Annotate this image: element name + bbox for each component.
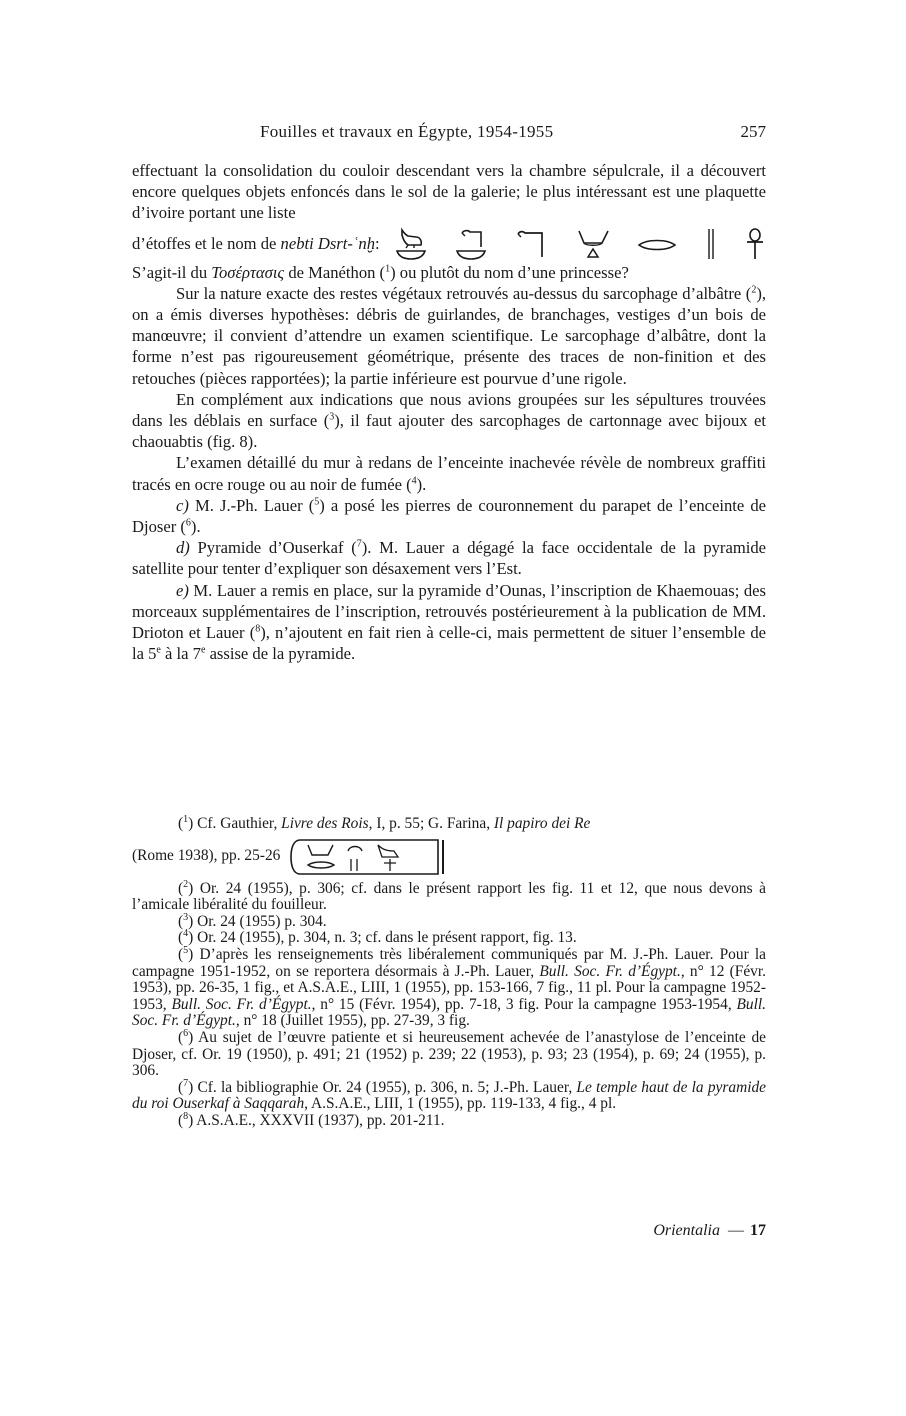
text-span: , n° 15 (Févr. 1954), pp. 7-18, 3 fig. Pour la campagne 1953-1954, [311,995,737,1013]
footnote-ref-8[interactable]: 8 [255,623,261,635]
italic-title: Bull. Soc. Fr. d’Égypt. [132,995,766,1030]
text-span: A.S.A.E., XXXVII (1937), pp. 201-211. [193,1111,445,1129]
text-span: S’agit-il du [132,262,212,282]
footnote-number: 5 [183,944,189,956]
text-span: Or. 24 (1955) p. 304. [193,912,327,930]
footnote-number: 8 [183,1110,189,1122]
footnote-number: 7 [183,1077,189,1089]
footnote-number: 6 [183,1027,189,1039]
text-span: ), n’ajoutent en fait rien à celle-ci, mais permettent de situer l’ensemble de la 5 [132,623,766,664]
paragraph-1-text: effectuant la consolidation du couloir descendant vers la chambre sépulcrale, il a découvert encore quelques objets enfoncés dans le sol de la galerie; le plus intéressant est une plaquette d’ivoire portant une liste [132,161,766,223]
italic-title: Livre des Rois [281,815,369,832]
text-span: Or. 24 (1955), p. 304, n. 3; cf. dans le présent rapport, fig. 13. [193,929,577,947]
reed-hieroglyph-icon [704,227,718,261]
paragraph-1-continued [132,262,766,283]
greek-name: Τοσέρτασις [211,262,285,282]
footnote-ref-3[interactable]: 3 [329,411,335,423]
text-span: assise de la pyramide. [205,644,356,664]
footer-dash: — [728,1222,744,1239]
running-title: Fouilles et travaux en Égypte, 1954-1955 [260,122,554,141]
footnote-4: ($^4$) Or. 24 (1955), p. 304, n. 3; cf. dans le présent rapport, fig. 13. [178,928,577,947]
text-span: M. J.-Ph. Lauer ( [188,495,315,515]
hieroglyph-line-text [132,233,380,254]
text-span: de Manéthon ( [284,262,386,282]
colon: : [375,234,380,253]
footnote-8: ($^8$) A.S.A.E., XXXVII (1937), pp. 201-211. [178,1110,445,1129]
italic-title: Il papiro dei Re [493,815,591,832]
running-header [132,122,766,144]
footnote-1: ($^1$) Cf. Gauthier, Livre des Rois, I, p. 55; G. Farina, Il papiro dei Re [178,813,591,832]
footnote-7: ($^7$) Cf. la bibliographie Or. 24 (1955), p. 306, n. 5; J.-Ph. Lauer, Le temple haut de la pyramide du roi Ouserkaf à Saqqarah, A.S.A.E., LIII, 1 (1955), pp. 119-133, 4 fig., 4 pl. [132,1077,766,1113]
text-span: ), il faut ajouter des sarcophages de cartonnage avec bijoux et chaouabtis (fig. 8). [132,411,766,452]
paragraph-2 [132,283,766,389]
water-pot-hieroglyph-icon [575,227,611,261]
footnotes [132,813,766,1130]
footnote-number: 4 [183,928,189,940]
page-number: 257 [740,122,766,141]
hieroglyph-group [394,227,766,261]
journal-name: Orientalia [653,1222,720,1239]
text-span: En complément aux indications que nous avions groupées sur les sépultures trouvées dans les déblais en surface ( [132,389,766,431]
item-label-c: c) [176,495,189,515]
footnote-ref-6[interactable]: 6 [185,517,191,529]
footnote-number: 1 [183,813,189,825]
page-footer [132,1222,766,1244]
text-span: D’après les renseignements très libéralement communiqués par M. J.-Ph. Lauer. Pour la campagne 1951-1952, on se reportera désormais à J.-Ph. Lauer, [132,945,766,980]
royal-name: nebti Dsrt-ʿnḫ [280,234,376,253]
text-span: Au sujet de l’œuvre patiente et si heureusement achevée de l’anastylose de l’enceinte de Djoser, cf. Or. 19 (1950), p. 491; 21 (1952) p. 239; 22 (1953), p. 93; 23 (1954), p. 69; 24 (1955), p. 306. [132,1028,766,1080]
text-span: ). [190,517,201,537]
footnote-ref-2[interactable]: 2 [751,284,757,296]
text-span: ) a posé les pierres de couronnement du parapet de l’enceinte de Djoser ( [132,495,766,537]
paragraph-1 [132,160,766,224]
italic-title: Bull. Soc. Fr. d’Égypt. [539,962,681,980]
vulture-basket-hieroglyph-icon [394,227,428,261]
item-label-d: d) [176,538,190,558]
text-span: L’examen détaillé du mur à redans de l’enceinte inachevée révèle de nombreux graffiti tracés en ocre rouge ou au noir de fumée ( [132,453,766,494]
item-label-e: e) [176,580,189,600]
hieroglyph-line-lead: d’étoffes et le nom de [132,234,281,253]
footnote-number: 3 [183,911,189,923]
italic-title: Le temple haut de la pyramide du roi Ouserkaf à Saqqarah [132,1078,766,1113]
text-span: M. Lauer a remis en place, sur la pyramide d’Ounas, l’inscription de Khaemouas; des morceaux supplémentaires de l’inscription, retrouvés postérieurement à la publication de MM. Drioton et Lauer ( [132,580,766,643]
text-span: à la 7 [160,644,201,664]
footnote-5: ($^5$) D’après les renseignements très libéralement communiqués par M. J.-Ph. Lauer. Pour la campagne 1951-1952, on se reportera désormais à J.-Ph. Lauer, Bull. Soc. Fr. d’Égypt., n° 12 (Févr. 1953), pp. 26-35, 1 fig., et A.S.A.E., LIII, 1 (1955), pp. 153-166, 7 fig., 11 pl. Pour la campagne 1952-1953, Bull. Soc. Fr. d’Égypt., n° 15 (Févr. 1954), pp. 7-18, 3 fig. Pour la campagne 1953-1954, Bull. Soc. Fr. d’Égypt., n° 18 (Juillet 1955), pp. 27-39, 3 fig. [132,944,766,1030]
footnote-ref-5[interactable]: 5 [314,496,320,508]
footnote-number: 2 [183,878,189,890]
text-span: ) ou plutôt du nom d’une princesse? [390,262,629,282]
text-span: Or. 24 (1955), p. 306; cf. dans le présent rapport les fig. 11 et 12, que nous devons à l’amicale libéralité du fouilleur. [132,879,766,914]
text-span: , n° 18 (Juillet 1955), pp. 27-39, 3 fig. [235,1012,470,1030]
text-span: Pyramide d’Ouserkaf ( [189,538,357,558]
paragraph-3 [132,389,766,453]
footnote-1-continued [132,837,766,877]
paragraph-4 [132,452,766,494]
text-span: Sur la nature exacte des restes végétaux retrouvés au-dessus du sarcophage d’albâtre ( [176,283,752,303]
footnote-6: ($^6$) Au sujet de l’œuvre patiente et si heureusement achevée de l’anastylose de l’enceinte de Djoser, cf. Or. 19 (1950), p. 491; 21 (1952) p. 239; 22 (1953), p. 93; 23 (1954), p. 69; 24 (1955), p. 306. [132,1027,766,1080]
body-text [132,160,766,664]
mouth-hieroglyph-icon [637,227,677,261]
ordinal-suffix: e [156,644,161,656]
paragraph-c [132,495,766,537]
ordinal-suffix: e [200,644,206,656]
text-span: Cf. Gauthier, [193,815,282,832]
paragraph-e [132,580,766,665]
ankh-hieroglyph-icon [744,227,766,261]
serpent-hieroglyph-icon [514,227,548,261]
text-span: , A.S.A.E., LIII, 1 (1955), pp. 119-133, 4 fig., 4 pl. [304,1095,617,1113]
footnote-ref-1[interactable]: 1 [385,263,391,275]
text-span: ). M. Lauer a dégagé la face occidentale de la pyramide satellite pour tenter d’expliquer son désaxement vers l’Est. [132,538,766,579]
footnote-ref-4[interactable]: 4 [411,475,417,487]
text-span: , I, p. 55; G. Farina, [368,815,494,832]
footnote-ref-7[interactable]: 7 [356,538,362,550]
text-span: ), on a émis diverses hypothèses: débris de guirlandes, de branchages, vestiges d’un bois de manœuvre; il convient d’attendre un examen scientifique. Le sarcophage d’albâtre, dont la forme n’est pas rigoureusement géométrique, présente des traces de non-finition et des retouches (pièces rapportées); la partie inférieure est pourvue d’une rigole. [132,283,766,388]
footnote-2: ($^2$) Or. 24 (1955), p. 306; cf. dans le présent rapport les fig. 11 et 12, que nous devons à l’amicale libéralité du fouilleur. [132,878,766,914]
royal-cartouche-icon [290,837,450,877]
text-span: (Rome 1938), pp. 25-26 [132,847,281,865]
signature-number: 17 [750,1222,766,1239]
text-span: , n° 12 (Févr. 1953), pp. 26-35, 1 fig., et A.S.A.E., LIII, 1 (1955), pp. 153-166, 7 fig., 11 pl. Pour la campagne 1952-1953, [132,962,766,1013]
text-span: Cf. la bibliographie Or. 24 (1955), p. 306, n. 5; J.-Ph. Lauer, [193,1078,577,1096]
text-span: ). [416,474,427,494]
paragraph-d [132,537,766,579]
cobra-basket-hieroglyph-icon [454,227,488,261]
footnote-3: ($^3$) Or. 24 (1955) p. 304. [178,911,327,930]
hieroglyph-line [132,227,766,261]
italic-title: Bull. Soc. Fr. d’Égypt. [171,995,312,1013]
